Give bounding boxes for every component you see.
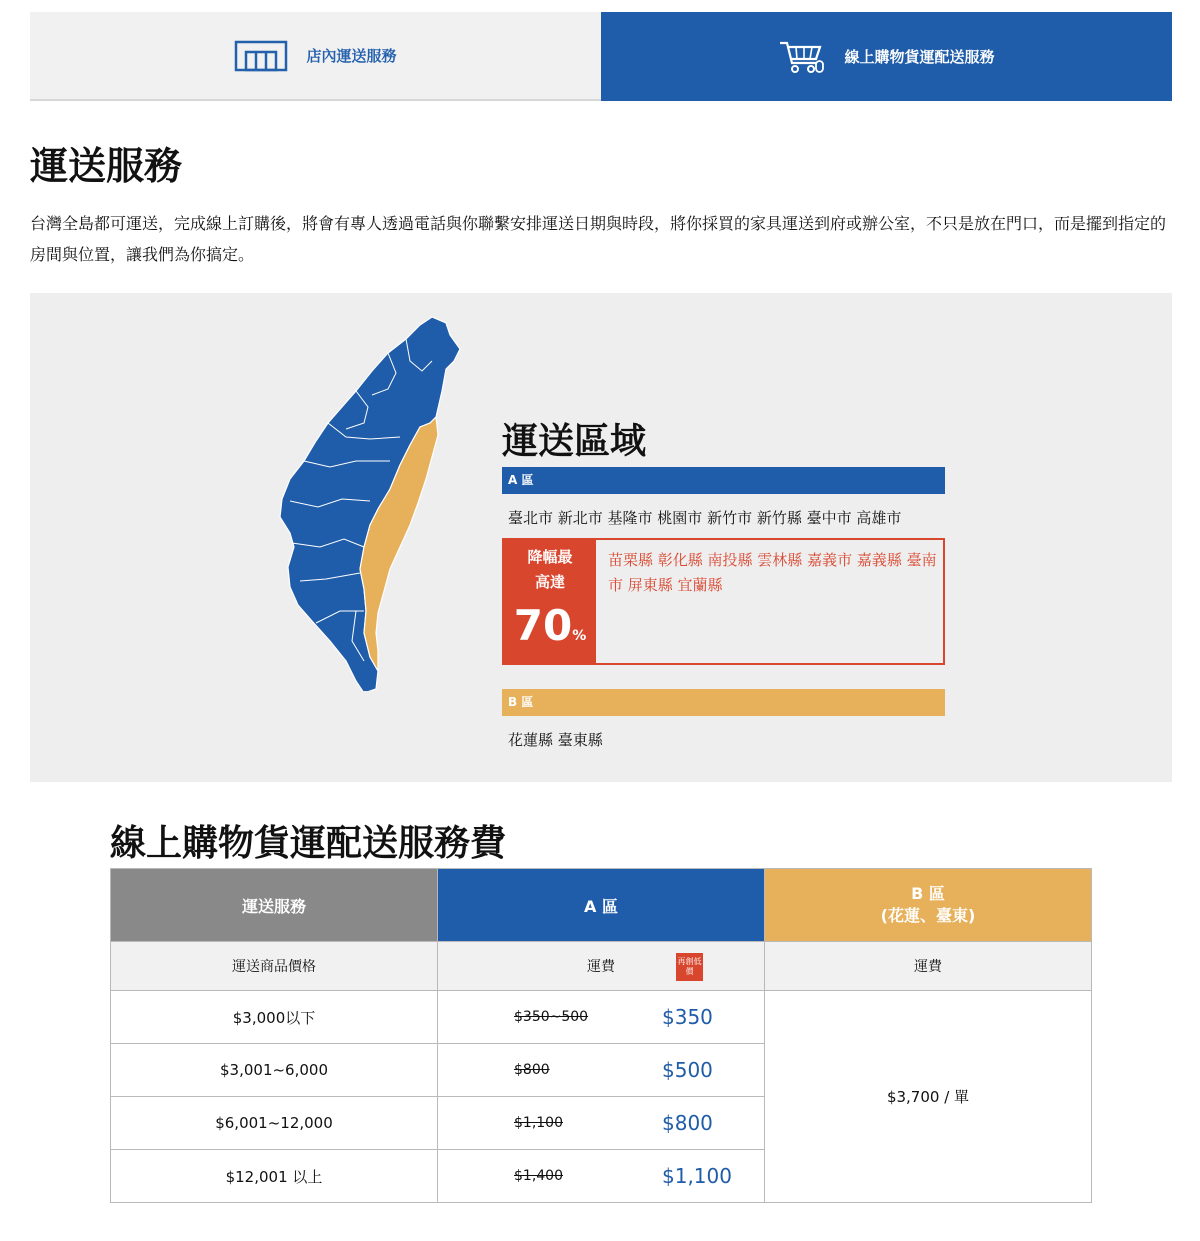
zone-title: 運送區域	[502, 421, 647, 462]
old-price: $350~500	[514, 1009, 589, 1025]
new-price: $800	[662, 1111, 713, 1135]
zone-a-bar: A 區	[502, 467, 945, 494]
new-price: $350	[662, 1005, 713, 1029]
row-a-fee	[438, 1097, 765, 1150]
discount-badge	[504, 540, 596, 663]
store-icon	[234, 40, 288, 72]
row-price: $12,001 以上	[111, 1150, 438, 1203]
service-tabs	[30, 12, 1172, 101]
old-price: $1,400	[514, 1168, 563, 1184]
row-a-fee	[438, 1150, 765, 1203]
discount-box	[502, 538, 945, 665]
row-price: $3,000以下	[111, 991, 438, 1044]
discount-percent	[504, 601, 596, 650]
tab-instore-label: 店內運送服務	[306, 47, 397, 65]
zone-b-cities: 花蓮縣 臺東縣	[508, 731, 603, 749]
tab-instore-delivery[interactable]	[30, 12, 601, 101]
discount-number: 70	[513, 601, 573, 650]
header-zone-a: A 區	[438, 869, 765, 942]
discount-line1: 降幅最	[527, 548, 573, 566]
zone-b-fee: $3,700 / 單	[765, 991, 1092, 1203]
tab-online-label: 線上購物貨運配送服務	[844, 48, 995, 66]
fee-table-header	[111, 869, 1092, 942]
zone-b-bar: B 區	[502, 689, 945, 716]
intro-text: 台灣全島都可運送，完成線上訂購後，將會有專人透過電話與你聯繫安排運送日期與時段，將你採買的家具運送到府或辦公室，不只是放在門口，而是擺到指定的房間與位置，讓我們為你搞定。	[30, 214, 1167, 264]
discount-unit: %	[572, 628, 587, 644]
fee-title: 線上購物貨運配送服務費	[110, 823, 507, 864]
subheader-a-fee-label: 運費	[587, 959, 615, 975]
header-service: 運送服務	[111, 869, 438, 942]
old-price: $1,100	[514, 1115, 563, 1131]
tab-online-delivery[interactable]	[601, 12, 1172, 101]
new-price: $500	[662, 1058, 713, 1082]
taiwan-map	[260, 311, 470, 691]
row-a-fee	[438, 1044, 765, 1097]
new-price: $1,100	[662, 1164, 732, 1188]
fee-table	[110, 868, 1092, 1203]
table-row	[111, 991, 1092, 1044]
row-price: $3,001~6,000	[111, 1044, 438, 1097]
subheader-price: 運送商品價格	[111, 942, 438, 991]
subheader-b-fee: 運費	[765, 942, 1092, 991]
row-a-fee	[438, 991, 765, 1044]
fee-table-subheader	[111, 942, 1092, 991]
zone-a-cities: 臺北市 新北市 基隆市 桃園市 新竹市 新竹縣 臺中市 高雄市	[508, 509, 902, 527]
new-low-price-badge: 再創低價	[676, 953, 703, 981]
discount-line2: 高達	[534, 573, 565, 591]
row-price: $6,001~12,000	[111, 1097, 438, 1150]
old-price: $800	[514, 1062, 550, 1078]
page-title: 運送服務	[30, 144, 183, 188]
shopping-cart-icon	[778, 39, 826, 75]
header-zone-b-label: B 區	[911, 884, 945, 903]
header-zone-b-note: (花蓮、臺東)	[880, 906, 976, 925]
discount-cities: 苗栗縣 彰化縣 南投縣 雲林縣 嘉義市 嘉義縣 臺南市 屏東縣 宜蘭縣	[608, 551, 937, 594]
delivery-zone-panel	[30, 293, 1172, 782]
subheader-a-fee	[438, 942, 765, 991]
header-zone-b	[765, 869, 1092, 942]
